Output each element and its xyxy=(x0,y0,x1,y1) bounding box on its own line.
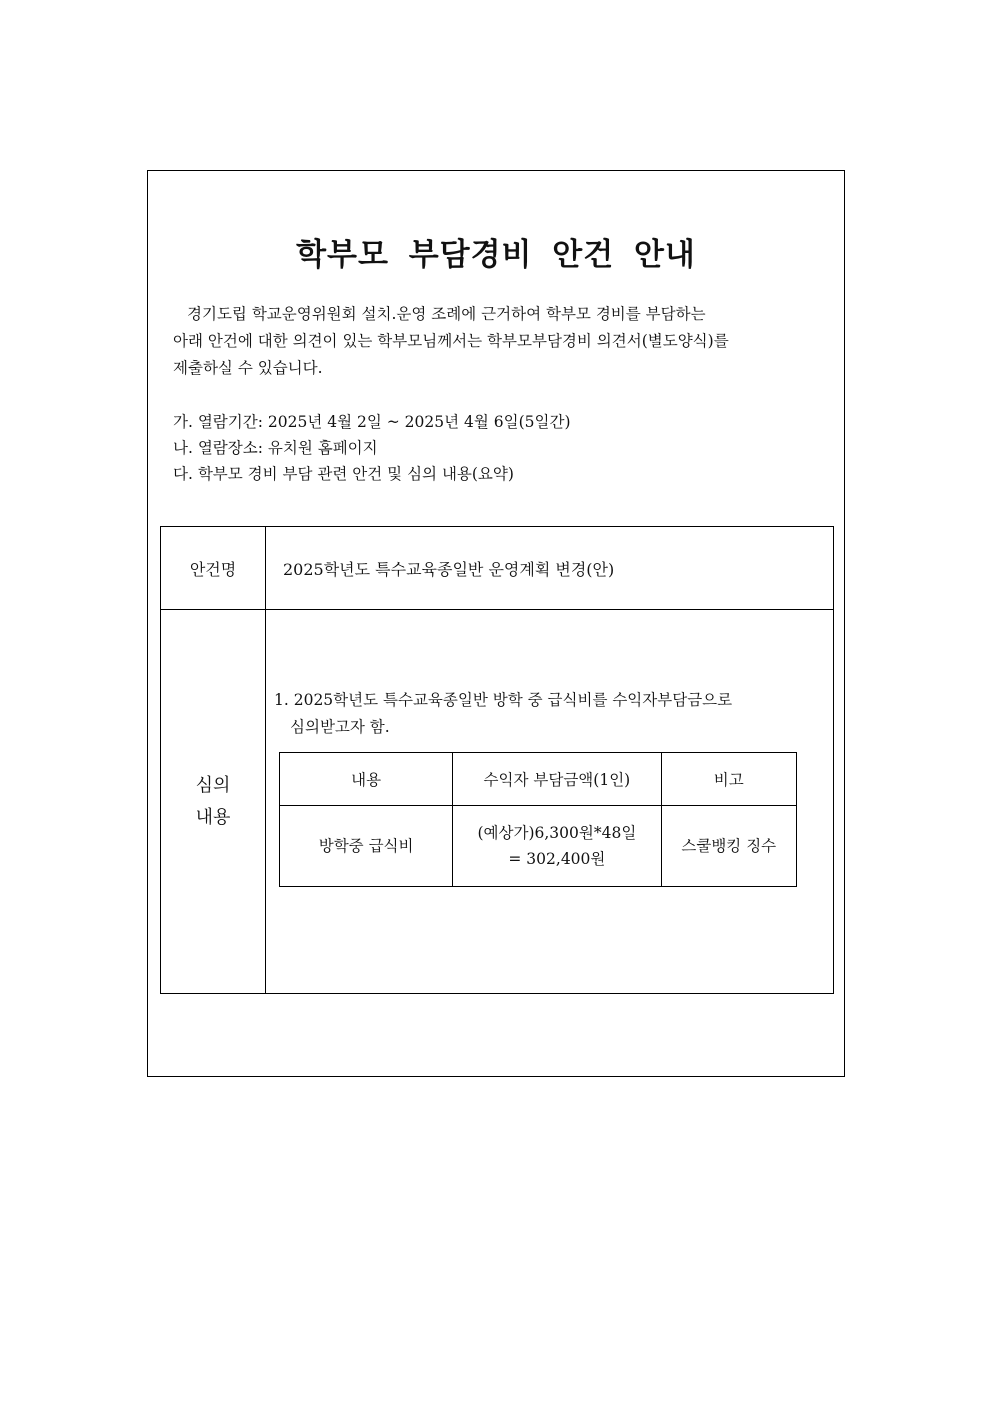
fee-table xyxy=(279,752,797,887)
fee-cell-amount xyxy=(453,806,661,887)
info-item-summary: 다. 학부모 경비 부담 관련 안건 및 심의 내용(요약) xyxy=(173,465,514,483)
info-item-place: 나. 열람장소: 유치원 홈페이지 xyxy=(173,439,378,457)
intro-paragraph xyxy=(173,301,823,382)
agenda-column-divider xyxy=(265,527,266,993)
agenda-name-label: 안건명 xyxy=(189,559,237,579)
agenda-content-label-2: 내용 xyxy=(195,806,231,828)
info-list xyxy=(173,409,571,487)
info-item-period: 가. 열람기간: 2025년 4월 2일 ~ 2025년 4월 6일(5일간) xyxy=(173,413,571,431)
agenda-content-label xyxy=(161,610,265,993)
intro-line-3: 제출하실 수 있습니다. xyxy=(173,359,323,377)
agenda-table xyxy=(160,526,834,994)
fee-table-header-row xyxy=(280,753,797,806)
agenda-content-label-1: 심의 xyxy=(195,774,231,796)
intro-line-2: 아래 안건에 대한 의견이 있는 학부모님께서는 학부모부담경비 의견서(별도양식)를 xyxy=(173,332,729,350)
notice-frame xyxy=(147,170,845,1077)
fee-amount-line-1: (예상가)6,300원*48일 xyxy=(477,824,637,842)
fee-cell-note: 스쿨뱅킹 징수 xyxy=(661,806,796,887)
fee-header-note: 비고 xyxy=(661,753,796,806)
fee-amount-line-2: = 302,400원 xyxy=(508,850,606,868)
content-line-2: 심의받고자 함. xyxy=(290,718,390,736)
agenda-name-value: 2025학년도 특수교육종일반 운영계획 변경(안) xyxy=(283,559,615,579)
fee-header-item: 내용 xyxy=(280,753,453,806)
fee-cell-item: 방학중 급식비 xyxy=(280,806,453,887)
table-row xyxy=(280,806,797,887)
fee-header-amount: 수익자 부담금액(1인) xyxy=(453,753,661,806)
page-title: 학부모 부담경비 안건 안내 xyxy=(296,237,696,273)
content-line-1: 1. 2025학년도 특수교육종일반 방학 중 급식비를 수익자부담금으로 xyxy=(274,691,733,709)
agenda-content-text xyxy=(274,687,824,741)
intro-line-1: 경기도립 학교운영위원회 설치.운영 조례에 근거하여 학부모 경비를 부담하는 xyxy=(187,305,706,323)
